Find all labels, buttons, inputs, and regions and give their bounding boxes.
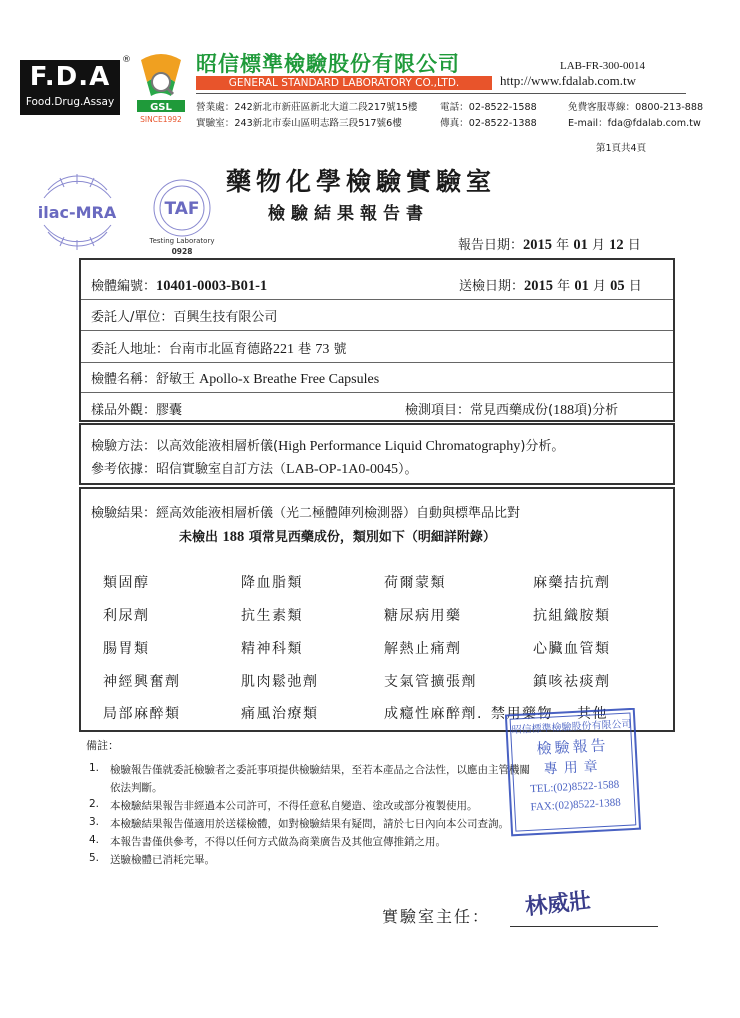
drug-category: 解熱止痛劑 xyxy=(384,641,462,657)
test-item: 檢測項目：常見西藥成份(188項)分析 xyxy=(405,403,619,418)
info-divider xyxy=(81,330,673,331)
result-box xyxy=(79,487,675,732)
remark-text: 本檢驗結果報告僅適用於送樣檢體，如對檢驗結果有疑問，請於七日內向本公司查詢。 xyxy=(110,818,509,830)
submit-date: 送檢日期：2015 年 01 月 05 日 xyxy=(459,278,642,294)
drug-category: 其他 xyxy=(577,706,608,722)
drug-category: 糖尿病用藥 xyxy=(384,608,462,624)
gsl-since: SINCE1992 xyxy=(140,115,182,124)
test-method: 檢驗方法：以高效能液相層析儀(High Performance Liquid Chromatography)分析。 xyxy=(91,439,565,454)
signature-label: 實驗室主任： xyxy=(382,907,491,926)
phone: 電話：02-8522-1588 xyxy=(440,102,537,113)
remark-number: 1. xyxy=(89,762,100,774)
drug-category: 痛風治療類 xyxy=(241,706,319,722)
taf-text: TAF xyxy=(164,199,200,219)
fda-logo-subtext: Food.Drug.Assay xyxy=(25,96,115,108)
lab-report-stamp xyxy=(505,708,643,838)
service-line: 免費客服專線：0800-213-888 xyxy=(568,102,704,113)
drug-category: 荷爾蒙類 xyxy=(384,575,446,591)
drug-category: 抗組織胺類 xyxy=(533,608,611,624)
info-divider xyxy=(81,362,673,363)
sample-name: 檢體名稱：舒敏王 Apollo-x Breathe Free Capsules xyxy=(91,372,380,387)
drug-category: 腸胃類 xyxy=(103,641,150,657)
remark-text: 本報告書僅供參考，不得以任何方式做為商業廣告及其他宣傳推銷之用。 xyxy=(110,836,446,848)
client: 委託人/單位：百興生技有限公司 xyxy=(91,310,278,325)
drug-category: 心臟血管類 xyxy=(533,641,611,657)
fda-logo xyxy=(20,60,120,115)
email[interactable]: E-mail：fda@fdalab.com.tw xyxy=(568,118,701,129)
result-line-2: 未檢出 188 項常見西藥成份，類別如下（明細詳附錄） xyxy=(179,529,496,545)
remark-text: 本檢驗結果報告非經過本公司許可，不得任意私自變造、塗改或部分複製使用。 xyxy=(110,800,478,812)
taf-sub: Testing Laboratory xyxy=(149,237,215,245)
page-info: 第1頁共4頁 xyxy=(596,143,647,154)
method-box xyxy=(79,423,675,485)
fda-logo-text: F.D.A xyxy=(29,62,111,92)
report-date: 報告日期：2015 年 01 月 12 日 xyxy=(458,237,641,253)
remark-number: 3. xyxy=(89,816,100,828)
remark-number: 2. xyxy=(89,798,100,810)
report-title: 藥物化學檢驗實驗室 xyxy=(226,167,497,196)
remark-text-continued: 依法判斷。 xyxy=(110,782,163,794)
website-link[interactable]: http://www.fdalab.com.tw xyxy=(500,73,636,88)
drug-category: 精神科類 xyxy=(241,641,303,657)
reference-method: 參考依據：昭信實驗室自訂方法（LAB-OP-1A0-0045）。 xyxy=(91,462,418,477)
form-code: LAB-FR-300-0014 xyxy=(560,60,645,72)
drug-category: 抗生素類 xyxy=(241,608,303,624)
drug-category: 神經興奮劑 xyxy=(103,674,181,690)
sample-no: 檢體編號：10401-0003-B01-1 xyxy=(91,278,268,294)
remark-number: 5. xyxy=(89,852,100,864)
drug-category: 禁用藥物 xyxy=(491,706,553,722)
registered-mark: ® xyxy=(122,55,131,65)
remarks-label: 備註： xyxy=(86,739,119,752)
drug-category: 類固醇 xyxy=(103,575,150,591)
lab-address: 實驗室：243新北市泰山區明志路三段517號6樓 xyxy=(196,118,402,129)
drug-category: 利尿劑 xyxy=(103,608,150,624)
office-address: 營業處：242新北市新莊區新北大道二段217號15樓 xyxy=(196,102,418,113)
fax: 傳真：02-8522-1388 xyxy=(440,118,537,129)
stamp-title: 檢驗報告 xyxy=(536,736,610,758)
company-name-en: GENERAL STANDARD LABORATORY CO.,LTD. xyxy=(196,76,492,90)
signature: 林威壯 xyxy=(523,887,593,921)
sample-info-box xyxy=(79,258,675,422)
appearance: 樣品外觀：膠囊 xyxy=(91,403,183,418)
info-divider xyxy=(81,392,673,393)
gsl-letters: GSL xyxy=(150,102,172,113)
drug-category: 肌肉鬆弛劑 xyxy=(241,674,319,690)
drug-category: 支氣管擴張劑 xyxy=(384,674,477,690)
ilac-mra-logo xyxy=(30,170,125,255)
header-divider xyxy=(196,93,686,94)
drug-category: 局部麻醉類 xyxy=(103,706,181,722)
drug-category: 麻藥拮抗劑 xyxy=(533,575,611,591)
drug-category: 鎮咳祛痰劑 xyxy=(533,674,611,690)
gsl-logo xyxy=(133,52,189,124)
stamp-subtitle: 專用章 xyxy=(543,758,605,778)
info-divider xyxy=(81,299,673,300)
remark-text: 檢驗報告僅就委託檢驗者之委託事項提供檢驗結果，至若本產品之合法性，以應由主管機關 xyxy=(110,764,530,776)
drug-category: 成癮性麻醉劑. xyxy=(384,706,483,722)
stamp-company: 昭信標準檢驗股份有限公司 xyxy=(511,718,632,737)
company-name-zh: 昭信標準檢驗股份有限公司 xyxy=(196,52,460,76)
ilac-text: ilac-MRA xyxy=(37,203,117,222)
report-subtitle: 檢驗結果報告書 xyxy=(268,204,429,224)
taf-logo xyxy=(135,176,230,261)
remark-number: 4. xyxy=(89,834,100,846)
remark-text: 送驗檢體已消耗完畢。 xyxy=(110,854,215,866)
result-line-1: 檢驗結果：經高效能液相層析儀（光二極體陣列檢測器）自動與標準品比對 xyxy=(91,506,521,521)
taf-no: 0928 xyxy=(171,247,193,256)
stamp-fax: FAX:(02)8522-1388 xyxy=(530,796,622,814)
signature-line xyxy=(510,926,658,927)
client-address: 委託人地址：台南市北區育德路221 巷 73 號 xyxy=(91,342,347,357)
stamp-tel: TEL:(02)8522-1588 xyxy=(529,778,620,796)
drug-category: 降血脂類 xyxy=(241,575,303,591)
